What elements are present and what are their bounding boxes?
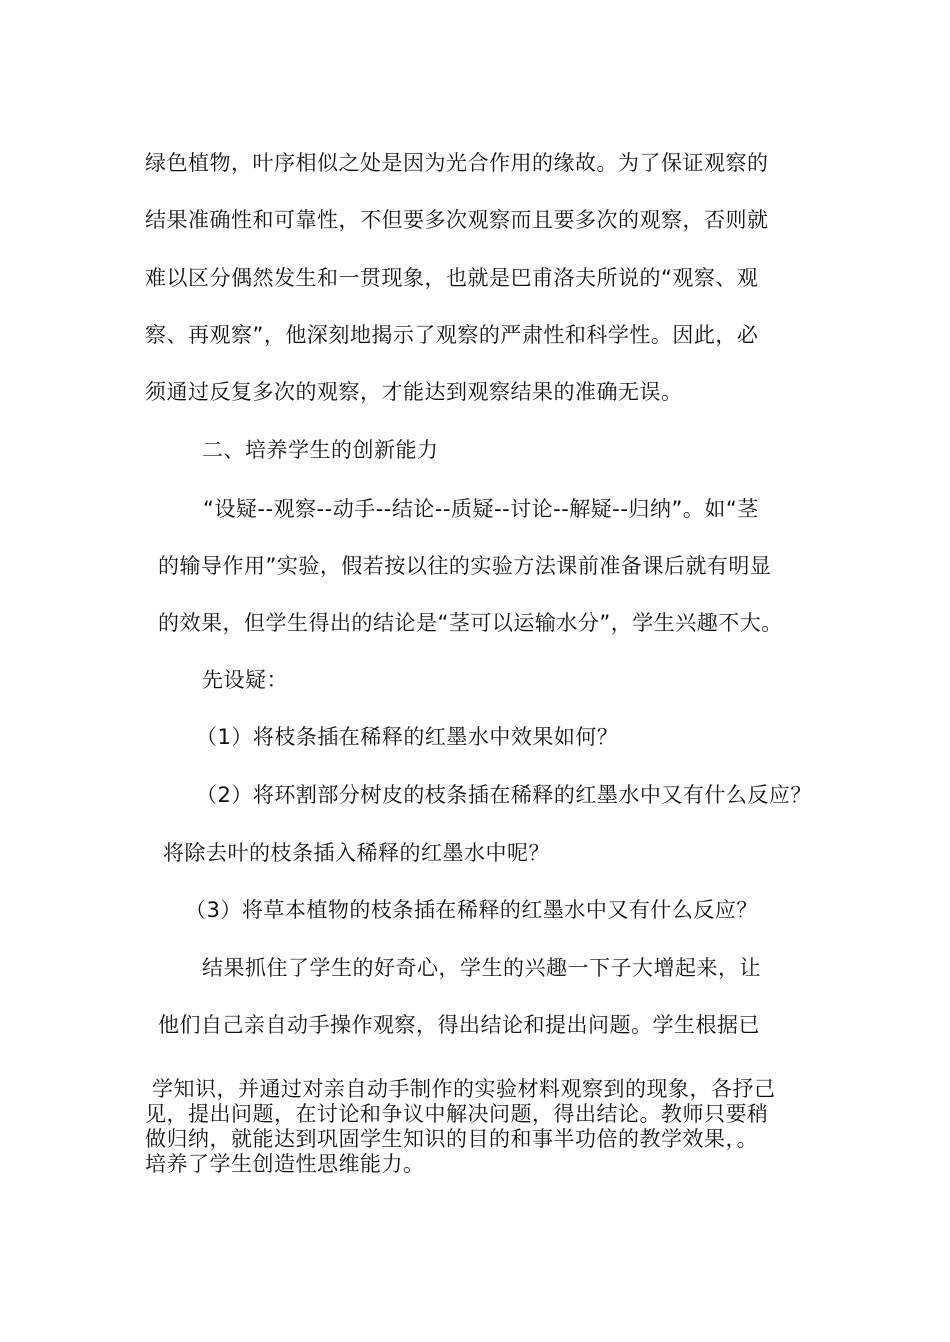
text-line-8: 的输导作用”实验，假若按以往的实验方法课前准备课后就有明显 xyxy=(158,554,772,578)
list-item-3: （3）将草本植物的枝条插在稀释的红墨水中又有什么反应？ xyxy=(185,898,758,922)
section-heading: 二、培养学生的创新能力 xyxy=(202,438,439,462)
text-line-16: 他们自己亲自动手操作观察，得出结论和提出问题。学生根据已 xyxy=(158,1013,760,1037)
text-line-20: 培养了学生创造性思维能力。 xyxy=(145,1152,425,1176)
text-line-5: 须通过反复多次的观察，才能达到观察结果的准确无误。 xyxy=(145,380,683,404)
text-line-10: 先设疑： xyxy=(202,668,288,692)
text-line-2: 结果准确性和可靠性，不但要多次观察而且要多次的观察，否则就 xyxy=(145,208,769,232)
text-line-4: 察、再观察”，他深刻地揭示了观察的严肃性和科学性。因此，必 xyxy=(145,323,759,347)
text-line-1: 绿色植物，叶序相似之处是因为光合作用的缘故。为了保证观察的 xyxy=(145,151,769,175)
text-line-9: 的效果，但学生得出的结论是“茎可以运输水分”，学生兴趣不大。 xyxy=(158,611,783,635)
text-line-18: 见，提出问题，在讨论和争议中解决问题，得出结论。教师只要稍 xyxy=(145,1102,769,1126)
list-item-2: （2）将环割部分树皮的枝条插在稀释的红墨水中又有什么反应？ xyxy=(196,783,812,807)
text-line-19: 做归纳，就能达到巩固学生知识的目的和事半功倍的教学效果，。 xyxy=(145,1127,758,1151)
text-line-7: “设疑--观察--动手--结论--质疑--讨论--解疑--归纳”。如“茎 xyxy=(203,497,759,521)
list-item-1: （1）将枝条插在稀释的红墨水中效果如何？ xyxy=(196,725,619,749)
text-line-15: 结果抓住了学生的好奇心，学生的兴趣一下子大增起来，让 xyxy=(202,956,761,980)
text-line-17: 学知识，并通过对亲自动手制作的实验材料观察到的现象，各抒己 xyxy=(152,1077,776,1101)
text-line-13: 将除去叶的枝条插入稀释的红墨水中呢？ xyxy=(163,841,550,865)
text-line-3: 难以区分偶然发生和一贯现象，也就是巴甫洛夫所说的“观察、观 xyxy=(145,266,759,290)
